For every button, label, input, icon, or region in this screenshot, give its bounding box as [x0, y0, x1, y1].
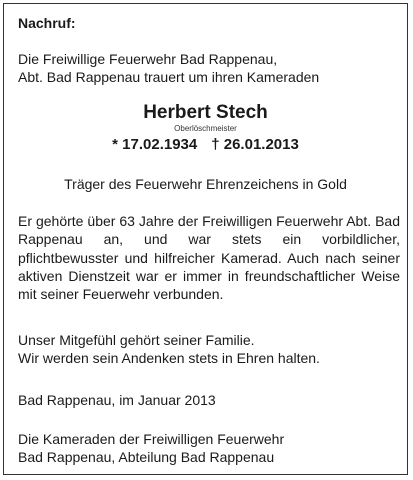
deceased-name: Herbert Stech [143, 102, 268, 123]
deceased-block [4, 102, 407, 155]
intro-line: Die Freiwillige Feuerwehr Bad Rappenau, [18, 51, 278, 67]
obituary-notice [3, 3, 408, 475]
death-date: † 26.01.2013 [211, 136, 299, 153]
honour-line: Träger des Feuerwehr Ehrenzeichens in Gold [64, 176, 347, 192]
intro-line: Abt. Bad Rappenau trauert um ihren Kameraden [18, 69, 320, 85]
condolence-line: Wir werden sein Andenken stets in Ehren halten. [18, 350, 320, 366]
signoff [18, 430, 284, 466]
condolence-line: Unser Mitgefühl gehört seiner Familie. [18, 332, 255, 348]
signoff-line: Bad Rappenau, Abteilung Bad Rappenau [18, 449, 275, 465]
tribute-paragraph: Er gehörte über 63 Jahre der Freiwilligen Feuerwehr Abt. Bad Rappenau an, und war stets ein vorbildlicher, pflichtbewusster und hilfreicher Kamerad. Auch nach seiner aktiven Dienstzeit war er immer in freundschaftlicher Weise mit seiner Feuerwehr verbunden. [18, 213, 400, 303]
life-dates [4, 135, 407, 155]
condolence-text [18, 331, 320, 367]
birth-date: * 17.02.1934 [112, 136, 198, 153]
signoff-line: Die Kameraden der Freiwilligen Feuerwehr [18, 431, 285, 447]
intro-text [18, 50, 319, 86]
notice-heading: Nachruf: [18, 15, 76, 31]
deceased-rank: Oberlöschmeister [174, 124, 237, 133]
place-and-date: Bad Rappenau, im Januar 2013 [18, 392, 216, 408]
